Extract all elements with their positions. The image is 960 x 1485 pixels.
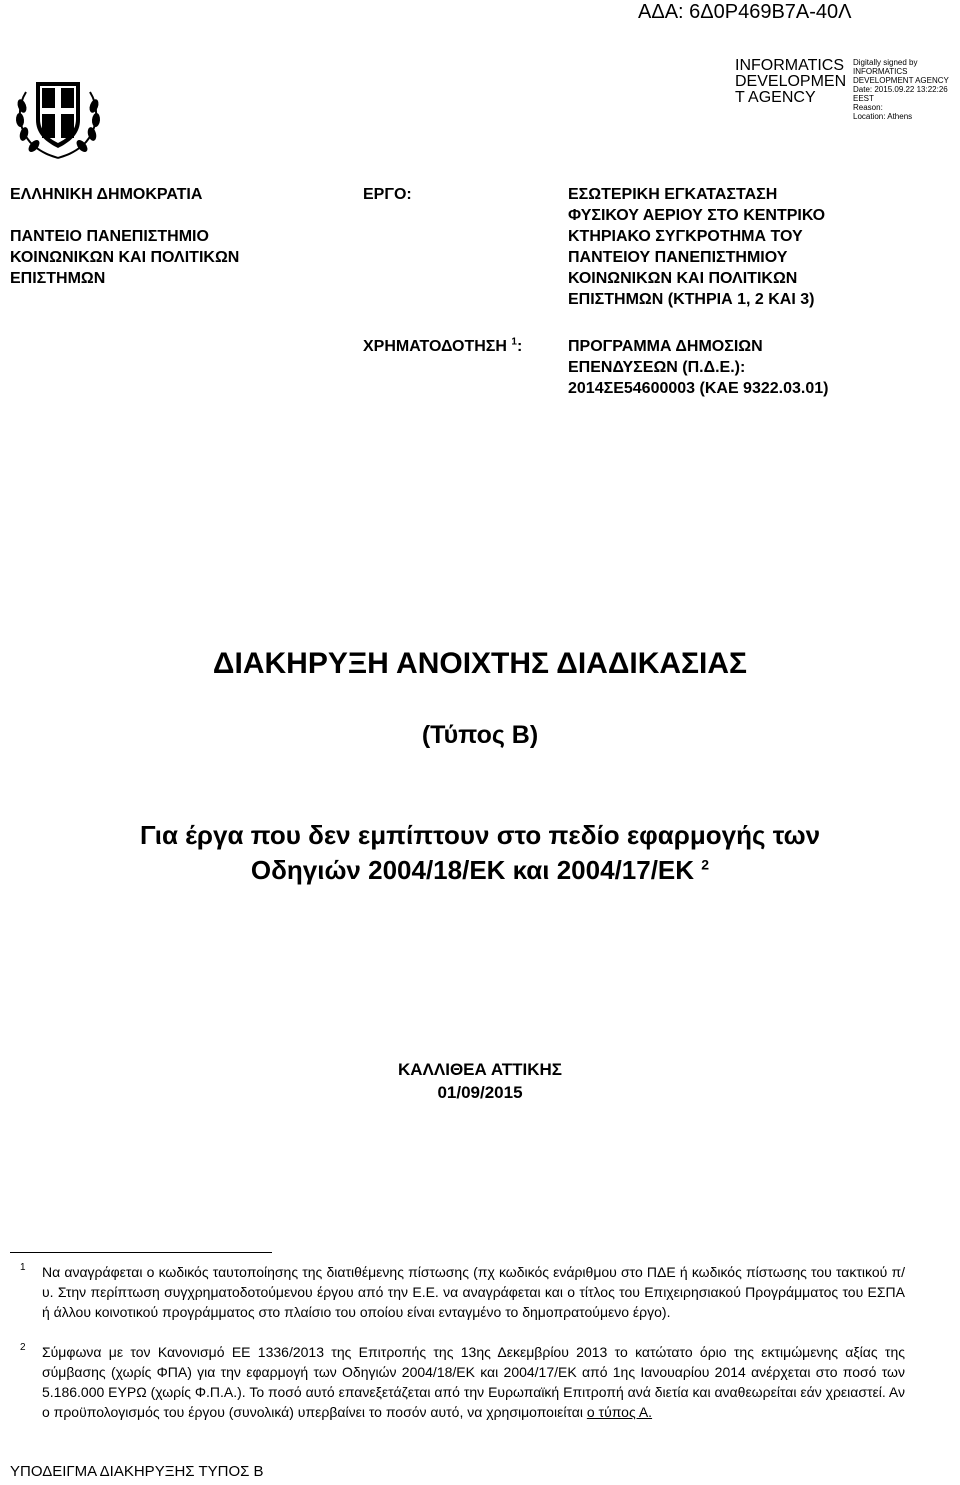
project-line: ΕΣΩΤΕΡΙΚΗ ΕΓΚΑΤΑΣΤΑΣΗ <box>568 186 778 203</box>
subtitle-line: Για έργα που δεν εμπίπτουν στο πεδίο εφαρμογής των <box>139 820 821 850</box>
funding-line: ΕΠΕΝΔΥΣΕΩΝ (Π.Δ.Ε.): <box>568 359 746 376</box>
subtitle-line-text: Οδηγιών 2004/18/ΕΚ και 2004/17/ΕΚ <box>250 855 695 885</box>
greek-coat-of-arms-icon <box>12 72 104 160</box>
project-value <box>568 184 888 310</box>
funding-line: ΠΡΟΓΡΑΜΜΑ ΔΗΜΟΣΙΩΝ <box>568 338 763 355</box>
issuer-country: ΕΛΛΗΝΙΚΗ ΔΗΜΟΚΡΑΤΙΑ <box>10 186 203 203</box>
digital-signature-block <box>853 58 949 121</box>
document-subtitle <box>0 818 960 888</box>
project-label: ΕΡΓΟ: <box>363 186 412 203</box>
signature-line: Reason: <box>853 103 883 112</box>
footnote-ref-1[interactable]: 1 <box>511 336 517 348</box>
type-a-reference[interactable]: ο τύπος Α. <box>586 1404 653 1420</box>
place: ΚΑΛΛΙΘΕΑ ΑΤΤΙΚΗΣ <box>398 1060 562 1079</box>
funding-value <box>568 336 888 399</box>
project-line: ΦΥΣΙΚΟΥ ΑΕΡΙΟΥ ΣΤΟ ΚΕΝΤΡΙΚΟ <box>568 207 826 224</box>
issuer-university: ΠΑΝΤΕΙΟ ΠΑΝΕΠΙΣΤΗΜΙΟ <box>10 228 209 245</box>
footnote-text: Να αναγράφεται ο κωδικός ταυτοποίησης της διατιθέμενης πίστωσης (πχ κωδικός ενάριθμου στο ΠΔΕ ή κωδικός πίστωσης του τακτικού π/υ. Στην περίπτωση συγχρηματοδοτούμενου έργου από την Ε.Ε. να αναγράφεται και ο τίτλος του Επιχειρησιακού Προγράμματος του ΕΣΠΑ ή άλλου κοινοτικού προγράμματος στο πλαίσιο του οποίου είναι ενταγμένο το δημοπρατούμενο έργο). <box>42 1264 905 1320</box>
project-line: ΕΠΙΣΤΗΜΩΝ (ΚΤΗΡΙΑ 1, 2 ΚΑΙ 3) <box>568 291 815 308</box>
signature-line: INFORMATICS <box>853 67 908 76</box>
ada-code: ΑΔΑ: 6Δ0Ρ469Β7Α-40Λ <box>638 1 852 23</box>
footnote-ref-2[interactable]: 2 <box>701 856 710 873</box>
footnote-1 <box>10 1262 905 1322</box>
place-date-block <box>0 1058 960 1104</box>
issuer-block <box>10 184 350 289</box>
funding-label <box>363 336 522 357</box>
footnote-number: 2 <box>20 1342 26 1353</box>
funding-line: 2014ΣΕ54600003 (ΚΑΕ 9322.03.01) <box>568 380 829 397</box>
org-line: INFORMATICS <box>735 57 845 74</box>
footnote-number: 1 <box>20 1262 26 1273</box>
signature-line: Digitally signed by <box>853 58 918 67</box>
issuer-university: ΕΠΙΣΤΗΜΩΝ <box>10 270 106 287</box>
page-footer: ΥΠΟΔΕΙΓΜΑ ΔΙΑΚΗΡΥΞΗΣ ΤΥΠΟΣ Β <box>10 1463 264 1480</box>
footnote-text-wrapper <box>42 1342 905 1422</box>
funding-label-text: ΧΡΗΜΑΤΟΔΟΤΗΣΗ <box>363 338 507 355</box>
signer-organization <box>735 58 846 106</box>
subtitle-line <box>0 853 960 888</box>
org-line: DEVELOPMEN <box>735 73 847 90</box>
project-line: ΠΑΝΤΕΙΟΥ ΠΑΝΕΠΙΣΤΗΜΙΟΥ <box>568 249 788 266</box>
signature-line: DEVELOPMENT AGENCY <box>853 76 949 85</box>
funding-label-colon: : <box>516 338 523 355</box>
project-line: ΚΟΙΝΩΝΙΚΩΝ ΚΑΙ ΠΟΛΙΤΙΚΩΝ <box>568 270 798 287</box>
footnote-2 <box>10 1342 905 1422</box>
signature-line: EEST <box>853 94 874 103</box>
signature-line: Location: Athens <box>853 112 913 121</box>
project-line: ΚΤΗΡΙΑΚΟ ΣΥΓΚΡΟΤΗΜΑ ΤΟΥ <box>568 228 803 245</box>
footnote-text: Σύμφωνα με τον Κανονισμό ΕΕ 1336/2013 της Επιτροπής της 13ης Δεκεμβρίου 2013 το κατώτατο όριο της εκτιμώμενης αξίας της σύμβασης (χωρίς ΦΠΑ) για την εφαρμογή των Οδηγιών 2004/18/ΕΚ και 2004/17/ΕΚ από 1ης Ιανουαρίου 2014 ανέρχεται στο ποσό των 5.186.000 ΕΥΡΩ (χωρίς Φ.Π.Α.). Το ποσό αυτό επανεξετάζεται από την Ευρωπαϊκή Επιτροπή ανά διετία και αναθεωρείται εάν χρειαστεί. Αν ο προϋπολογισμός του έργου (συνολικά) υπερβαίνει το ποσόν αυτό, να χρησιμοποιείται <box>42 1344 905 1420</box>
document-title: ΔΙΑΚΗΡΥΞΗ ΑΝΟΙΧΤΗΣ ΔΙΑΔΙΚΑΣΙΑΣ <box>212 647 748 680</box>
document-type: (Τύπος Β) <box>421 721 539 749</box>
org-line: T AGENCY <box>735 89 816 106</box>
document-date: 01/09/2015 <box>437 1083 523 1102</box>
footnote-divider <box>10 1252 272 1253</box>
issuer-university: ΚΟΙΝΩΝΙΚΩΝ ΚΑΙ ΠΟΛΙΤΙΚΩΝ <box>10 249 240 266</box>
signature-line: Date: 2015.09.22 13:22:26 <box>853 85 948 94</box>
